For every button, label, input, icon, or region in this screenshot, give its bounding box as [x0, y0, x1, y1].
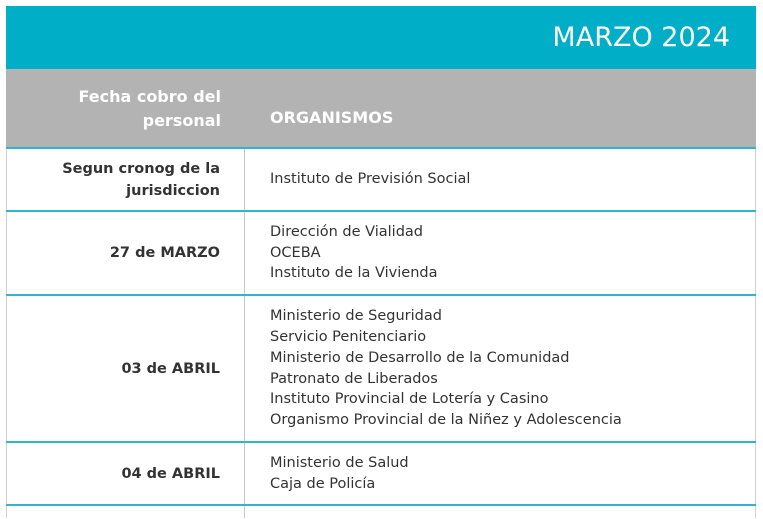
row-date	[6, 506, 245, 518]
payment-schedule-table	[6, 6, 756, 518]
header-date-column: Fecha cobro del personal	[78, 87, 221, 130]
row-date-text: Segun cronog de la jurisdiccion	[62, 160, 220, 199]
table-header-row	[6, 69, 756, 147]
organism-item: Ministerio de Desarrollo de la Comunidad	[270, 349, 570, 366]
organism-item: Servicio Penitenciario	[270, 328, 427, 345]
organism-item: Ministerio de Seguridad	[270, 308, 442, 325]
row-date-text: 27 de MARZO	[109, 245, 220, 261]
row-organisms	[245, 443, 756, 504]
row-date	[6, 149, 245, 210]
row-organisms	[245, 149, 756, 210]
table-row	[6, 441, 756, 504]
organism-item: Caja de Policía	[270, 475, 376, 492]
row-date	[6, 212, 245, 294]
row-date	[6, 443, 245, 504]
organism-item: Dirección de Vialidad	[270, 223, 424, 240]
organism-item: Instituto de la Vivienda	[270, 265, 438, 282]
row-date-text: 04 de ABRIL	[121, 465, 220, 482]
table-title	[6, 6, 756, 69]
table-row	[6, 147, 756, 210]
organism-item: Organismo Provincial de la Niñez y Adolescencia	[270, 412, 622, 429]
table-row	[6, 210, 756, 294]
organism-item: Instituto de Previsión Social	[270, 171, 471, 188]
organism-item: OCEBA	[270, 244, 321, 261]
organism-item: Patronato de Liberados	[270, 370, 438, 387]
row-date	[6, 296, 245, 441]
organism-item: Instituto Provincial de Lotería y Casino	[270, 391, 549, 408]
table-row	[6, 294, 756, 441]
month-title: MARZO 2024	[552, 22, 730, 53]
row-organisms	[245, 506, 756, 518]
table-row-partial	[6, 504, 756, 518]
row-organisms	[245, 212, 756, 294]
header-organisms-column: ORGANISMOS	[270, 108, 394, 127]
organism-item: Ministerio de Salud	[270, 454, 409, 471]
row-date-text: 03 de ABRIL	[121, 360, 220, 377]
row-organisms	[245, 296, 756, 441]
